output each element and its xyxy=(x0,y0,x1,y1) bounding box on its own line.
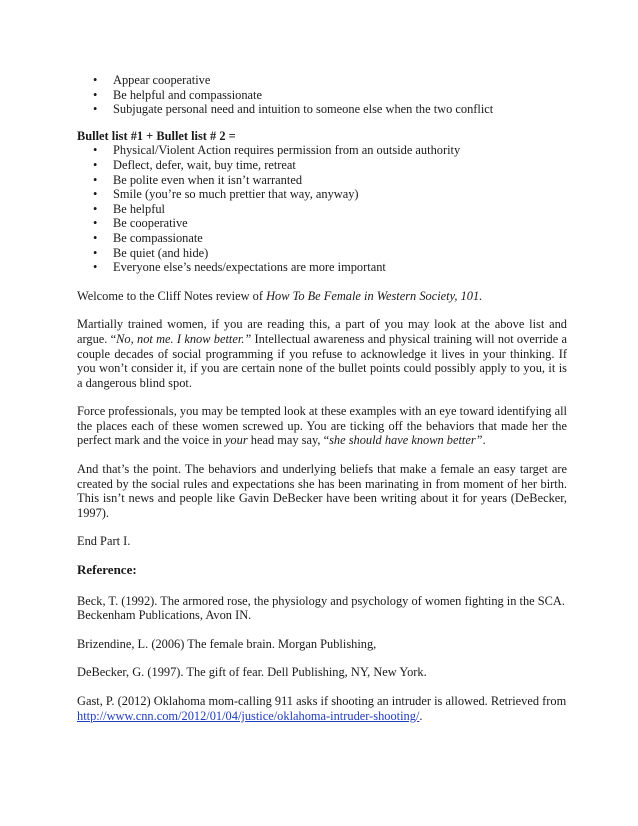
book-title: How To Be Female in Western Society, 101. xyxy=(266,288,483,303)
bullet-icon: • xyxy=(93,157,98,172)
list-item: • Be quiet (and hide) xyxy=(93,245,209,260)
bullet-list-2 xyxy=(77,143,567,274)
emphasis: your xyxy=(224,433,248,448)
bullet-list-heading: Bullet list #1 + Bullet list # 2 = xyxy=(77,128,236,143)
bullet-icon: • xyxy=(93,260,98,275)
list-item: • Subjugate personal need and intuition to someone else when the two conflict xyxy=(93,102,494,117)
reference-item: DeBecker, G. (1997). The gift of fear. Dell Publishing, NY, New York. xyxy=(77,665,427,680)
quote: No, not me. I know better.” xyxy=(116,331,252,346)
cnn-article-link[interactable]: http://www.cnn.com/2012/01/04/justice/oklahoma-intruder-shooting/ xyxy=(77,708,420,723)
bullet-icon: • xyxy=(93,102,98,117)
list-item: • Appear cooperative xyxy=(93,73,211,87)
list-item: • Be helpful xyxy=(93,201,165,216)
list-item: • Be helpful and compassionate xyxy=(93,87,262,102)
end-part-text: End Part I. xyxy=(77,534,131,549)
bullet-list-1 xyxy=(77,73,567,117)
martial-paragraph: Martially trained women, if you are reading this, a part of you may look at the above list and argue. “No, not me. I know better.” Intellectual awareness and physical training will not override a couple decades of social programming if you refuse to acknowledge it lives in your thinking. If you won’t consider it, if you are certain none of the bullet points could possibly apply to you, it is a dangerous blind spot. xyxy=(77,317,567,390)
reference-item: Brizendine, L. (2006) The female brain. Morgan Publishing, xyxy=(77,636,377,651)
reference-item: Beck, T. (1992). The armored rose, the physiology and psychology of women fighting in the SCA. Beckenham Publications, Avon IN. xyxy=(77,593,565,623)
force-professionals-paragraph: Force professionals, you may be tempted look at these examples with an eye toward identifying all the places each of these women screwed up. You are ticking off the behaviors that made her the perfect mark and the voice in your head may say, “she should have known better”. xyxy=(77,404,567,448)
list-item: • Physical/Violent Action requires permission from an outside authority xyxy=(93,143,461,158)
bullet-icon: • xyxy=(93,245,98,260)
bullet-icon: • xyxy=(93,216,98,231)
reference-heading: Reference: xyxy=(77,562,137,578)
list-item: • Deflect, defer, wait, buy time, retreat xyxy=(93,157,296,172)
bullet-icon: • xyxy=(93,87,98,102)
list-item: • Be compassionate xyxy=(93,230,203,245)
welcome-paragraph: Welcome to the Cliff Notes review of How To Be Female in Western Society, 101. xyxy=(77,288,483,303)
list-item: • Be cooperative xyxy=(93,216,188,231)
bullet-icon: • xyxy=(93,73,98,87)
list-item: • Smile (you’re so much prettier that way, anyway) xyxy=(93,187,359,202)
bullet-icon: • xyxy=(93,230,98,245)
reference-item: Gast, P. (2012) Oklahoma mom-calling 911 asks if shooting an intruder is allowed. Retrieved from http://www.cnn.com/2012/01/04/justice/oklahoma-intruder-shooting/. xyxy=(77,694,567,723)
bullet-icon: • xyxy=(93,172,98,187)
document-page xyxy=(77,73,567,723)
list-item: • Everyone else’s needs/expectations are more important xyxy=(93,260,386,275)
bullet-icon: • xyxy=(93,187,98,202)
bullet-icon: • xyxy=(93,143,98,158)
point-paragraph: And that’s the point. The behaviors and underlying beliefs that make a female an easy target are created by the social rules and expectations she has been marinating in from moment of her birth. This isn’t news and people like Gavin DeBecker have been writing about it for years (DeBecker, 1997). xyxy=(77,462,567,520)
bullet-icon: • xyxy=(93,201,98,216)
list-item: • Be polite even when it isn’t warranted xyxy=(93,172,303,187)
quote: she should have known better” xyxy=(329,433,483,448)
